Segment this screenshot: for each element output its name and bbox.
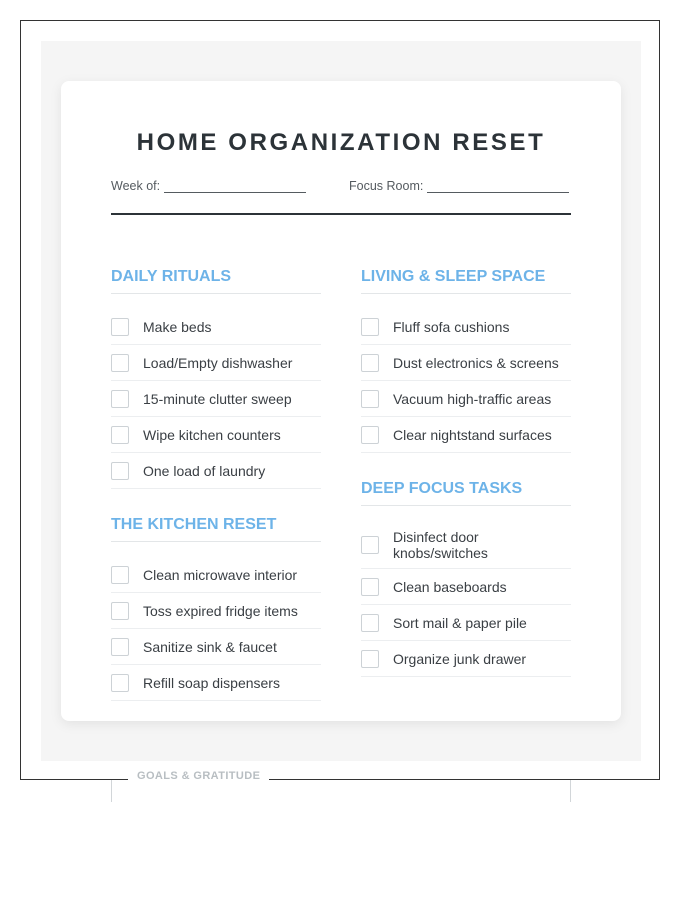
checkbox[interactable] [361,578,379,596]
task-label: Vacuum high-traffic areas [393,390,552,407]
task-item[interactable] [361,345,571,381]
task-label: Dust electronics & screens [393,354,559,371]
checkbox[interactable] [111,462,129,480]
section-title: DAILY RITUALS [111,268,321,294]
checklist-card [61,81,621,721]
task-item[interactable] [111,557,321,593]
task-label: Wipe kitchen counters [143,426,281,443]
checkbox[interactable] [361,536,379,554]
task-item[interactable] [111,629,321,665]
task-label: Clear nightstand surfaces [393,426,552,443]
task-item[interactable] [111,453,321,489]
task-item[interactable] [361,417,571,453]
goals-gratitude-label: GOALS & GRATITUDE [128,770,269,782]
task-item[interactable] [361,521,571,569]
task-item[interactable] [361,309,571,345]
checkbox[interactable] [361,390,379,408]
checkbox[interactable] [361,614,379,632]
task-label: Fluff sofa cushions [393,318,510,335]
checkbox[interactable] [111,638,129,656]
header-divider [111,213,571,215]
week-of-field[interactable] [111,179,306,193]
section-kitchen-reset [111,516,321,701]
section-title: LIVING & SLEEP SPACE [361,268,571,294]
task-item[interactable] [361,641,571,677]
task-item[interactable] [111,593,321,629]
task-label: Clean baseboards [393,578,507,595]
goals-box-right-edge [570,780,571,802]
checkbox[interactable] [361,318,379,336]
checkbox[interactable] [361,650,379,668]
task-label: 15-minute clutter sweep [143,390,292,407]
checkbox[interactable] [111,566,129,584]
task-item[interactable] [111,381,321,417]
task-item[interactable] [111,417,321,453]
task-label: Sort mail & paper pile [393,614,527,631]
section-living-sleep [361,268,571,453]
checkbox[interactable] [361,354,379,372]
task-label: Refill soap dispensers [143,674,280,691]
checkbox[interactable] [111,318,129,336]
focus-room-field[interactable] [349,179,569,193]
page-title: HOME ORGANIZATION RESET [136,129,546,156]
task-label: Toss expired fridge items [143,602,298,619]
section-deep-focus [361,480,571,677]
goals-box-left-edge [111,780,112,802]
left-column [111,268,321,701]
section-daily-rituals [111,268,321,489]
section-title: THE KITCHEN RESET [111,516,321,542]
task-label: Sanitize sink & faucet [143,638,277,655]
checkbox[interactable] [111,354,129,372]
right-column [361,268,571,677]
focus-room-input-line[interactable] [427,180,569,193]
task-label: One load of laundry [143,462,266,479]
week-of-input-line[interactable] [164,180,306,193]
section-title: DEEP FOCUS TASKS [361,480,571,506]
checkbox[interactable] [361,426,379,444]
task-item[interactable] [361,381,571,417]
task-item[interactable] [111,665,321,701]
task-list [111,557,321,701]
task-list [111,309,321,489]
task-item[interactable] [111,345,321,381]
task-label: Load/Empty dishwasher [143,354,293,371]
task-label: Organize junk drawer [393,650,527,667]
task-item[interactable] [361,569,571,605]
checkbox[interactable] [111,426,129,444]
checkbox[interactable] [111,602,129,620]
task-item[interactable] [361,605,571,641]
week-of-label: Week of: [111,179,161,193]
checkbox[interactable] [111,390,129,408]
task-list [361,521,571,677]
task-label: Clean microwave interior [143,566,298,583]
checkbox[interactable] [111,674,129,692]
focus-room-label: Focus Room: [349,179,424,193]
task-label: Make beds [143,318,212,335]
task-item[interactable] [111,309,321,345]
task-label: Disinfect door knobs/switches [393,528,488,561]
task-list [361,309,571,453]
